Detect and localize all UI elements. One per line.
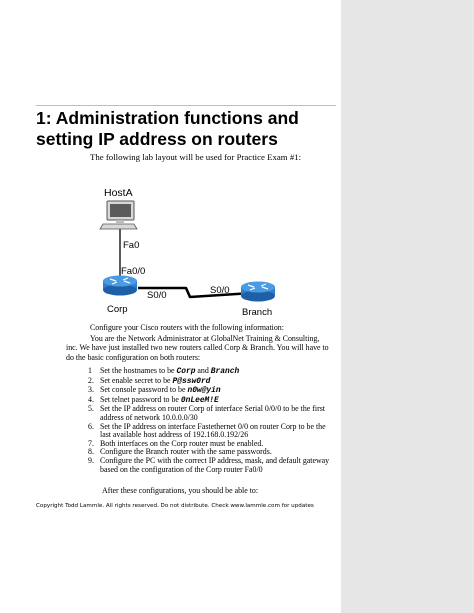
hosta-label: HostA: [104, 187, 133, 199]
corp-serial-port-label: S0/0: [147, 290, 167, 301]
paragraph-configure: Configure your Cisco routers with the following information:: [90, 323, 284, 332]
computer-icon: [100, 201, 137, 229]
list-item: 3. Set console password to be n0w@yin: [88, 385, 221, 396]
heading-line-2: setting IP address on routers: [36, 129, 278, 149]
paragraph-scenario: You are the Network Administrator at GlobalNet Training & Consulting, inc. We have just installed two new routers called Corp & Branch. You will have to do the basic configuration on both routers:: [66, 334, 329, 362]
heading-line-1: 1: Administration functions and: [36, 108, 299, 128]
list-item: 4. Set telnet password to be 0nLeeM!E: [88, 394, 219, 405]
branch-router-label: Branch: [242, 307, 273, 318]
closing-text: After these configurations, you should be able to:: [102, 486, 259, 495]
host-port-label: Fa0: [123, 240, 140, 251]
task-list: [88, 367, 338, 474]
corp-router-icon: [103, 276, 137, 296]
list-item: 5. Set the IP address on router Corp of interface Serial 0/0/0 to be the first address of network 10.0.0.0/30: [88, 404, 325, 422]
corp-fa-port-label: Fa0/0: [121, 266, 146, 277]
list-item: 7. Both interfaces on the Corp router must be enabled.: [88, 438, 264, 448]
intro-text: The following lab layout will be used for Practice Exam #1:: [90, 152, 302, 162]
list-item: 9. Configure the PC with the correct IP address, mask, and default gateway based on the configuration of the Corp router Fa0/0: [88, 455, 330, 474]
branch-serial-port-label: S0/0: [210, 285, 230, 296]
list-item: 2. Set enable secret to be P@ssw0rd: [88, 375, 211, 386]
copyright-footer: Copyright Todd Lammle. All rights reserved. Do not distribute. Check www.lammle.com for updates: [36, 503, 314, 509]
branch-router-icon: [241, 282, 275, 302]
list-item: 8. Configure the Branch router with the same passwords.: [88, 447, 272, 457]
list-item: 6. Set the IP address on interface Fastethernet 0/0 on router Corp to be the last available host address of 192.168.0.192/26: [88, 421, 326, 440]
corp-router-label: Corp: [107, 304, 128, 315]
list-item: 1 Set the hostnames to be Corp and Branch: [88, 366, 240, 376]
comment-sidebar: [341, 0, 474, 613]
